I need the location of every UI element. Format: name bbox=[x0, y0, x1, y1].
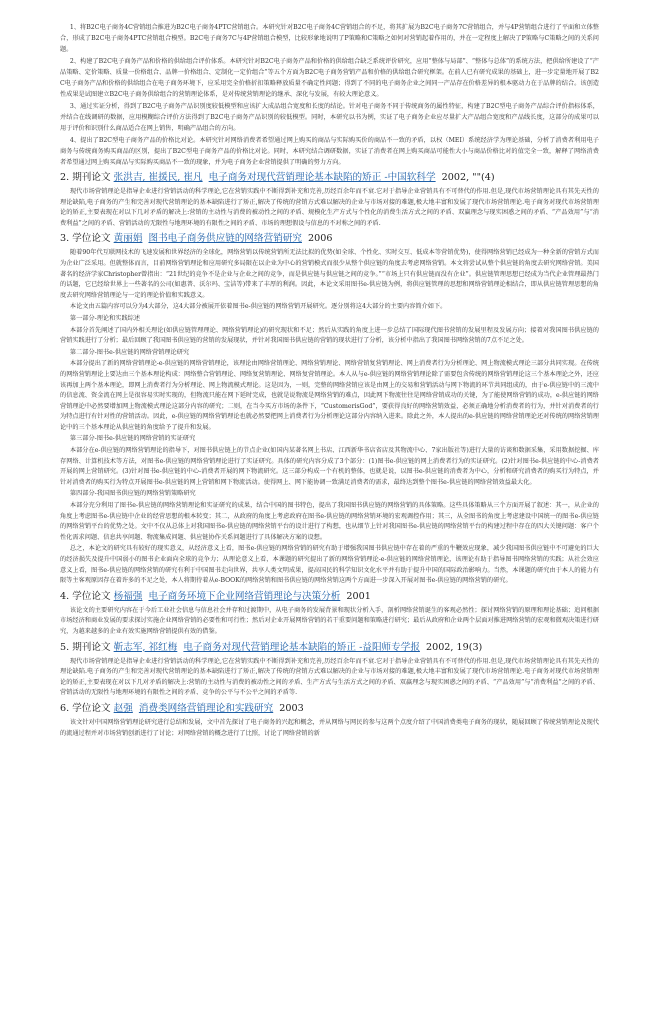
entry-abstract: 本部分在e-供应链的网络营销理论的指导下，对图书供应链上的节点企业(如国内某著名网上书店、江西新华书店省店及其物流中心、7家出版社等)进行大量的访谈和数据采集，采用数据挖掘、库存网络、计算机技术等方法，对图书e-供应链的网络营销理论进行了实证研究。具体的研究内容分成了3个部分：(1)图书e-供应链的网上消费者行为的实证研究。(2)针对图书e-供应链的中心-消费者开展的网上营销研究。(3)针对图书e-供应链的中心-消费者开展的网下物流研究。这三部分构成一个有机的整体，也就是说，以图书e-供应链的消费者为中心，分析和研究消费者的购买行为特点，并针对消费者的购买行为特点开展图书e-供应链的网上营销和网下物流活动。使得网上、网下能协调一致满足消费者的需求，最终达到整个图书e-供应链的网络营销效益最大化。 bbox=[60, 447, 599, 486]
author-link[interactable]: 杨福强 bbox=[113, 590, 143, 602]
author-link[interactable]: 赵强 bbox=[113, 702, 133, 714]
entry-section-heading: 第二部分-图书e-供应链的网络营销理论研究 bbox=[69, 348, 190, 356]
reference-entry-4 bbox=[60, 590, 599, 638]
entry-citation: 2002, ""(4) bbox=[441, 172, 495, 183]
entry-type: 5. 期刊论文 bbox=[60, 641, 111, 653]
entry-type: 4. 学位论文 bbox=[60, 590, 111, 602]
title-link[interactable]: 电子商务对现代营销理论基本缺陷的矫正 -中国软科学 bbox=[208, 172, 436, 183]
entry-heading bbox=[60, 590, 599, 604]
entry-abstract: 随着90年代互联网技术的飞速发展和世界经济的全球化，网络营销以传统营销所无法比拟的优势(如全球、个性化、实时交互、低成本等营销优势)，使得网络营销已经成为一种全新的营销方式而为企业广泛采用。但就整体而言，目前网络营销理论和应用研究多局限在以企业为中心的营销模式而很少从整个供应链的角度去考虑网络营销。本文将尝试从整个供应链的角度去研究网络营销。美国著名的经济学家Christopher曾指出：“21世纪的竞争不是企业与企业之间的竞争，而是供应链与供应链之间的竞争。”“市场上只有供应链而没有企业”。供应链管理思想已经成为当代企业管理最热门的话题，它已经给世界上一些著名的公司(如惠普、沃尔玛、宝洁等)带来了丰厚的利润。因此，本论文采用图书e-供应链为例，将供应链管理的思想和网络营销理论相结合，即从供应链管理思想的角度去研究网络营销理论与一定的理论价值和实践意义。 bbox=[60, 249, 599, 299]
entry-citation: 2001 bbox=[346, 590, 371, 602]
entry-abstract: 现代市场营销理论是指导企业进行营销活动的科学理论,它在营销实践中不断得到补充和完善,历经百余年而不衰.它对于指导企业营销具有不可替代的作用.但是,现代市场营销理论具有其先天性的理论缺陷.电子商务的产生和完善对现代营销理论的基本缺陷进行了矫正,解决了传统的营销方式难以解决的企业与市场对接的难题,极大地丰富和发展了现代市场营销理论.电子商务对现代市场营销理论的矫正,主要表现在对以下几对矛盾的解决上:营销的主动性与消费的被动性之间的矛盾、生产方式与生活方式之间的矛盾、双赢理念与现实困惑之间的矛盾、“产品效用”与“消费利益”之间的矛盾、营销活动的无限性与地理环境的有限性之间的矛盾、竞争的公平与不公平之间的矛盾等. bbox=[60, 657, 599, 697]
intro-section bbox=[60, 22, 599, 168]
entry-heading bbox=[60, 232, 599, 246]
title-link[interactable]: 电子商务对现代营销理论基本缺陷的矫正 -益阳师专学报 bbox=[183, 641, 420, 653]
entry-heading bbox=[60, 171, 599, 185]
entry-abstract: 现代市场营销理论是指导企业进行营销活动的科学理论,它在营销实践中不断得到补充和完善,历经百余年而不衰.它对于指导企业营销具有不可替代的作用.但是,现代市场营销理论具有其先天性的理论缺陷,电子商务的产生和完善对现代营销理论的基本缺陷进行了矫正,解决了传统的营销方式难以解决的企业与市场对接的难题,极大地丰富和发展了现代市场营销理论.电子商务对现代市场营销理论的矫正,主要表现在对以下几对矛盾的解决上:营销的主动性与消费的被动性之间的矛盾、规模化生产方式与个性化的消费生活方式之间的矛盾、双赢理念与现实困惑之间的矛盾、“产品效用”与“消费利益”之间的矛盾、营销活动的无限性与地理环境的有限性之间的矛盾、市场的理想假设与信息的不对称之间的矛盾. bbox=[60, 188, 599, 227]
entry-heading bbox=[60, 641, 599, 655]
entry-citation: 2003 bbox=[279, 702, 304, 714]
author-link[interactable]: 靳志军, 祁红梅 bbox=[113, 641, 178, 653]
author-link[interactable]: 张洪吉, 崔援民, 崔凡 bbox=[113, 172, 203, 183]
reference-entry-6 bbox=[60, 702, 599, 739]
reference-entry-3 bbox=[60, 232, 599, 586]
intro-paragraph-3: 3、通过实证分析，得到了B2C电子商务产品识别度较低模型和应该扩大成品组合宽度和长度的结论。针对电子商务不同于传统商务的属性特征，构建了B2C型电子商务产品综合评价指标体系，并结合在线调研的数据，应用模糊综合评价方法得到了B2C电子商务产品识别的较低模型。同时，本研究以书为例，实证了电子商务企业应尽量扩大产品组合宽度和产品线长度，这部分的成果可以用于评价和识别什么商品适合在网上销售，明确产品组合的方向。 bbox=[60, 103, 599, 132]
entry-abstract: 该文针对中国网络营销理论研究进行总结和发展，文中首先探讨了电子商务的兴起和概念，并从网络与网民的参与这两个点度介绍了中国消费类电子商务的现状，随展回顾了传统营销理论及现代的流通过程并对市场营销创新进行了讨论；对网络营销的概念进行了比照，讨论了网络营销的新 bbox=[60, 718, 599, 737]
intro-paragraph-4: 4、提出了B2C型电子商务产品的价格比对论。本研究针对网络消费者希望通过网上购买的商品与实际购买价的商品不一致的矛盾，以权（MEI）系统经济学为理论基础，分析了消费者利用电子商务与传统商务购买商品的区别，提出了B2C型电子商务产品的价格比对论。同时，本研究结合调研数据，实证了消费者在网上购买商品可能性大小与商品价格比对的值完全一致，解释了网络消费者希望通过网上购买商品与实际购买商品不一致的现象，并为电子商务企业营销提供了明确的努力方向。 bbox=[60, 137, 599, 166]
entry-abstract: 本部分首先阐述了国内外相关理论(如供应链管理理论、网络营销理论)的研究现状和不足；然后从实践的角度上进一步总结了国际现代图书营销的发展里程及发展方向；接着对我国图书供应链的营销实践进行了分析；最后回顾了我国图书供应链的营销的发展现状，并针对我国图书供应链的营销的现状进行了分析，该分析中指出了我国图书网络营销的7点不足之处。 bbox=[60, 326, 599, 345]
entry-heading bbox=[60, 702, 599, 716]
author-link[interactable]: 黄丽娟 bbox=[113, 233, 143, 245]
entry-abstract: 本部分充分利用了图书e-供应链的网络营销理论和实证研究的成果，结合中国的图书特色，提出了我国图书供应链的网络营销的具体策略。这些具体策略从三个方面开展了叙述：其一，从企业的角度上考虑图书e-供应链中企业的经营思想的根本转变；其二，从政府的角度上考虑政府在图书e-供应链的网络营销环境的宏观调控作用；其三，从全图书的角度上考虑建设中国统一的图书e-供应链的网络营销平台的优势之处。文中不仅从总体上对我国图书e-供应链的网络营销平台的设计进行了构想，也从细节上针对我国图书e-供应链的网络营销平台的构建过程中存在的四大关键问题：客户个性化需求问题、信息共享问题、物流集成问题、供应链协作关系问题进行了具体解决方案的设想。 bbox=[60, 502, 599, 541]
intro-paragraph-2: 2、构建了B2C电子商务产品和价格的供给组合评价体系。本研究针对B2C电子商务产品和价格的供给组合缺乏系统评价研究，应用“整体与局部”、“整体与总体”的系统方法，把供给所建设了“产品策略、定价策略、质量一价格组合、品牌一价格组合、定制化一定价组合”等五个方面为B2C电子商务营销产品和价格的供给组合研究框架。在前人已有研究成果的基础上，进一步定量地开展了B2C电子商务产品和价格的供给组合在电子商务环境下，应采用完全价格折扣策略释放质量不确定性问题；得到了不同的电子商务企业之间同一产品存在价格差异的根本驱动力在于品牌的结合。该创造性成果是试图建立B2C电子商务供给组合的营销理论体系，是对传统营销理论的继承、深化与发展，有较大理论意义。 bbox=[60, 58, 599, 98]
entry-type: 2. 期刊论文 bbox=[60, 172, 111, 183]
entry-abstract: 本部分提出了新的网络营销理论-e-供应链的网络营销理论，该理论由网络营销理论、网络营销理论、网络营销复营销理论、网上消费者行为分析理论、网上物流模式理论三部分共同实现。在传统的网络营销理论上要达由三个基本理论构成：网络整合营销理论、网络复营销理论、网络复营销理论。本人从与e-供应链的网络营销理论除了需要包含传统的网络营销理论这三个基本理论之外，还应该再加上两个基本理论，即网上消费者行为分析理论、网上物流模式理论。这是因为，一则，完整的网络营销应该是由网上的交易和营销活动与网下物流的环节共同组成的，由于e-供应链中的三流中的信息流、资金流在网上是很容易实时实现的，但物流只能在网下延时完成，也就是说物流是网络营销的难点，因此网下物流往往是网络营销成功的关键，为了能使网络营销的成功，e-供应链的网络营销理论中必然要增加网上物流模式理论这部分内容的研究；二则，在当今买方市场的条件下，“CustomerisGod”，要获得良好的网络营销效益，必须正确地分析消费者的行为，并针对消费者的行为特点进行有针对性的营销活动。因此，e-供应链的网络营销理论也就必然要把网上消费者行为分析理论这部分内容纳入进来。除此之外，本人提出的e-供应链的网络营销理论还对传统的网络营销理论中的三个基本理论从供应链的角度给予了提升和发展。 bbox=[60, 360, 599, 431]
title-link[interactable]: 电子商务环境下企业网络营销理论与决策分析 bbox=[148, 590, 341, 602]
reference-entry-2 bbox=[60, 171, 599, 229]
entry-section-heading: 第四部分-我国图书供应链的网络营销策略研究 bbox=[69, 490, 196, 498]
title-link[interactable]: 图书电子商务供应链的网络营销研究 bbox=[148, 233, 302, 245]
title-link[interactable]: 消费类网络营销理论和实践研究 bbox=[138, 702, 274, 714]
entry-abstract: 该论文的主要研究内容在于今后工业社会信息与信息社会并存和过渡期中，从电子商务的发展背景和现状分析入手，剖析网络营销诞生的客观必然性；探讨网络营销的原理和理论基础；追问根据市场经济和商业发展的要求探讨实施企业网络营销的必要性和可行性；然后对企业开展网络营销的若干重要问题和策略进行研究；最后从政府和企业两个层面对推进网络营销的宏观和微观决策进行研究，为越来越多的企业有效实施网络营销提供有效的借鉴。 bbox=[60, 606, 599, 635]
entry-section-heading: 第一部分-理论和实践综述 bbox=[69, 314, 141, 322]
entry-type: 6. 学位论文 bbox=[60, 702, 111, 714]
intro-paragraph-1: 1、将B2C电子商务4C营销组合推进为B2C电子商务4PTC营销组合。本研究针对B2C电子商务4C营销组合的不足，将其扩展为B2C电子商务7C营销组合，并与4P营销组合进行了平面和立体整合，形成了B2C电子商务4PTC营销组合模型。B2C电子商务7C与4P营销组合模型，比较形象地说明了P策略和C策略之如何对营销起着作用的，并在一定程度上解决了P策略与C策略之间的关系问题。 bbox=[60, 24, 599, 53]
entry-citation: 2002, 19(3) bbox=[425, 641, 483, 653]
entry-type: 3. 学位论文 bbox=[60, 233, 111, 245]
entry-section-heading: 第三部分-图书e-供应链的网络营销的实证研究 bbox=[69, 435, 196, 443]
entry-abstract: 总之，本论文的研究具有较好的现实意义，从经济意义上看，图书e-供应链的网络营销的研究有助于增强我国图书供应链中存在着的严重的牛鞭效应现象，减少我国图书供应链中不可避免的巨大的经济损失及提升中国弱小的图书企业面向全球的竞争力；从理论意义上看，本课题的研究提出了新的网络营销理论-e-供应链的网络营销理论，该理论有助于指导图书网络营销的实践；从社会效应意义上看，图书e-供应链的网络营销的研究有利于中国图书走向世界，共享人类文明成果，提高国民的科学知识文化水平并有助于提升中国的国际政治影响力。当然，本课题的研究由于本人的能力有限等主客观原因存在着许多的不足之处，本人将期待着从e-BOOK的网络营销和图书供应链的网络营销这两个方面进一步深入开展对图书e-供应链的网络营销的研究。 bbox=[60, 545, 599, 585]
entry-citation: 2006 bbox=[308, 233, 333, 245]
reference-entry-5 bbox=[60, 641, 599, 699]
entry-abstract: 本论文由五篇内容可以分为4大部分，这4大部分被展开依着图书e-供应链的网络营销开展研究。逐分别将这4大部分的主要内容简介如下。 bbox=[69, 303, 447, 311]
